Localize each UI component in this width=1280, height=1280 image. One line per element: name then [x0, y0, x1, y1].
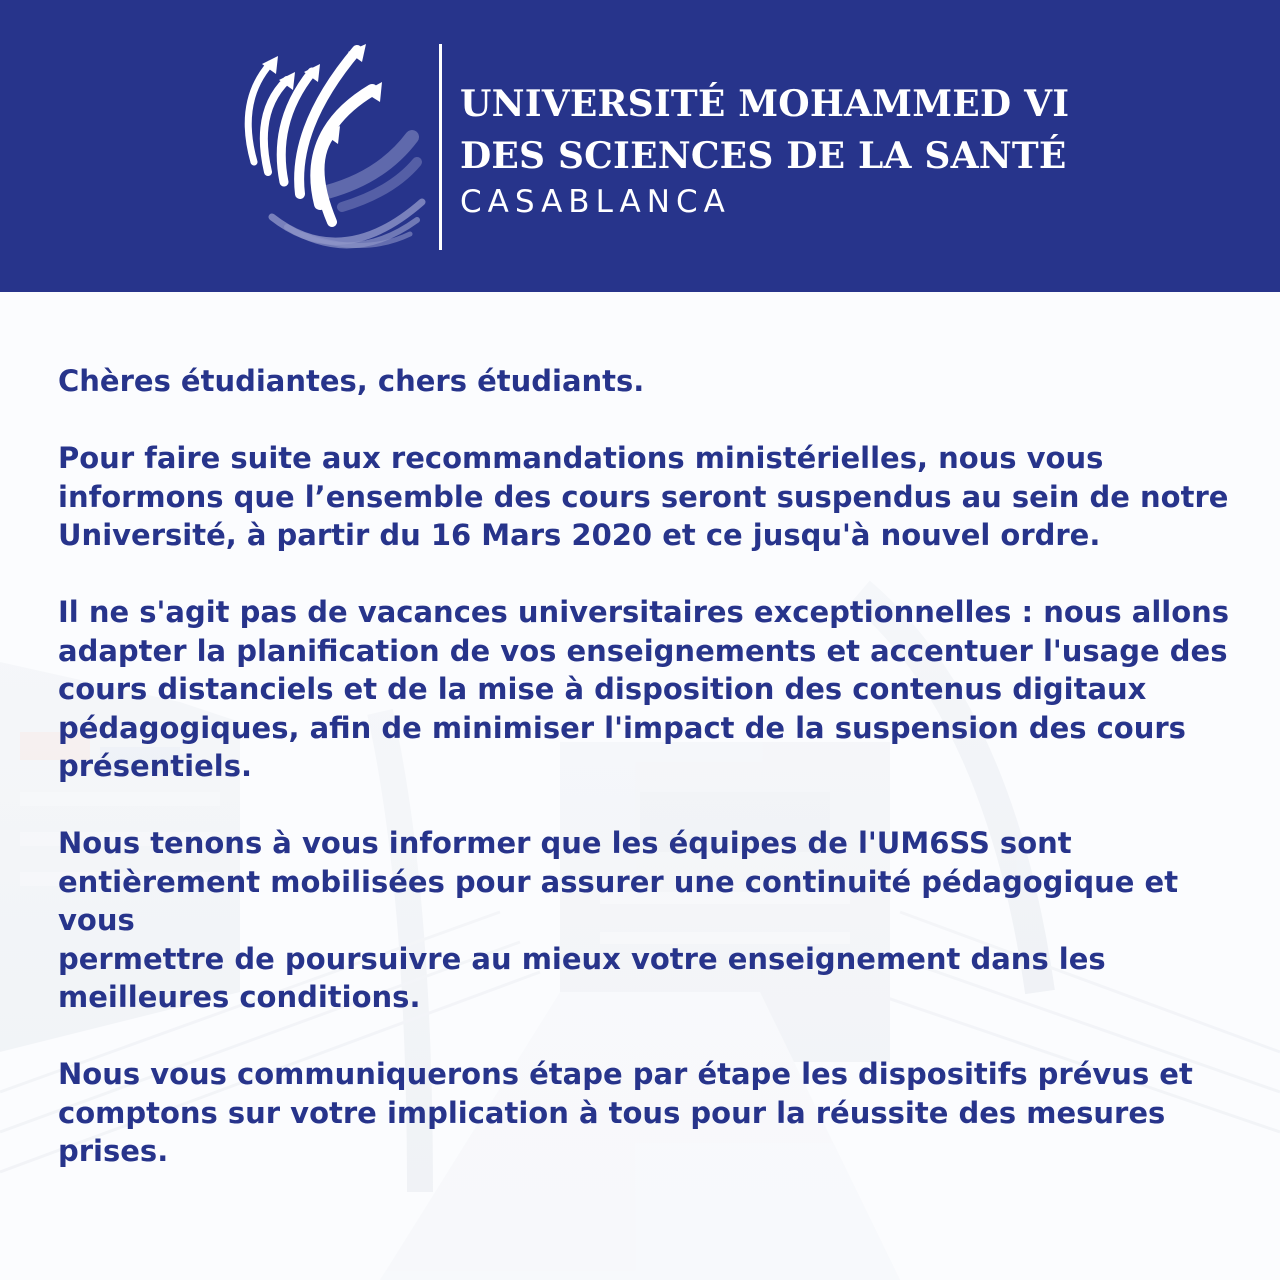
paragraph-distance-learning: Il ne s'agit pas de vacances universitaires exceptionnelles : nous allons adapter la planification de vos enseignements et accentuer l'usage des cours distanciels et de la mise à disposition des contenus digitaux pédagogiques, afin de minimiser l'impact de la suspension des cours présentiels. — [58, 595, 1230, 783]
announcement-letter — [58, 362, 1238, 1209]
paragraph-next-steps: Nous vous communiquerons étape par étape les dispositifs prévus et comptons sur votre implication à tous pour la réussite des mesures prises. — [58, 1057, 1193, 1168]
university-title-line2: DES SCIENCES DE LA SANTÉ — [460, 135, 1067, 177]
university-name — [460, 78, 1069, 222]
header-banner — [0, 0, 1280, 292]
university-city: CASABLANCA — [460, 184, 731, 220]
university-title-line1: UNIVERSITÉ MOHAMMED VI — [460, 83, 1070, 125]
logo-divider — [439, 44, 442, 250]
paragraph-suspension: Pour faire suite aux recommandations ministérielles, nous vous informons que l’ensemble des cours seront suspendus au sein de notre Université, à partir du 16 Mars 2020 et ce jusqu'à nouvel ordre. — [58, 441, 1229, 552]
arrows-globe-logo-icon — [232, 42, 432, 252]
greeting: Chères étudiantes, chers étudiants. — [58, 364, 645, 398]
paragraph-teams-mobilized: Nous tenons à vous informer que les équipes de l'UM6SS sont entièrement mobilisées pour assurer une continuité pédagogique et vous permettre de poursuivre au mieux votre enseignement dans les meilleures conditions. — [58, 826, 1179, 1014]
